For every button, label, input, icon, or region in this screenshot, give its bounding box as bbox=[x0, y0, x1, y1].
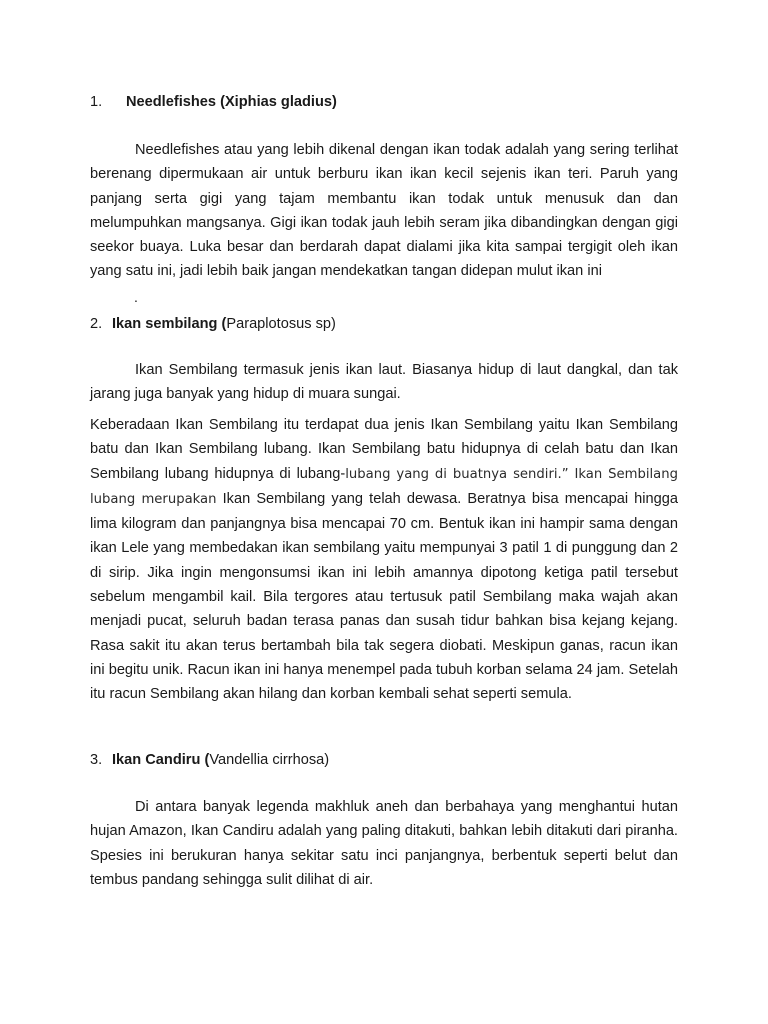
section-2-title-latin: Paraplotosus sp) bbox=[226, 316, 336, 332]
section-3-paragraph-1 bbox=[90, 795, 678, 892]
section-1-heading bbox=[90, 92, 690, 112]
section-3-number: 3. bbox=[90, 752, 103, 768]
section-2-number: 2. bbox=[90, 316, 103, 332]
section-2-paragraph-2-text-c: Ikan Sembilang yang telah dewasa. Beratnya bisa mencapai hingga lima kilogram dan panjangnya bisa mencapai 70 cm. Bentuk ikan ini hampir sama dengan ikan Lele yang membedakan ikan sembilang yaitu mempunyai 3 patil 1 di punggung dan 2 di sirip. Jika ingin mengonsumsi ikan ini lebih amannya dipotong ketiga patil tersebut sebelum mengambil kail. Bila tergores atau tertusuk patil Sembilang maka wajah akan menjadi pucat, seluruh badan terasa panas dan susah tidur bahkan bisa kejang kejang. Rasa sakit itu akan terus bertambah bila tak segera diobati. Meskipun ganas, racun ikan ini begitu unik. Racun ikan ini hanya menempel pada tubuh korban selama 24 jam. Setelah itu racun Sembilang akan hilang dan korban kembali sehat seperti semula. bbox=[90, 490, 678, 703]
section-3-title: Ikan Candiru ( bbox=[112, 752, 210, 768]
section-2-paragraph-1-text: Ikan Sembilang termasuk jenis ikan laut. Biasanya hidup di laut dangkal, dan tak jarang juga banyak yang hidup di muara sungai. bbox=[90, 362, 678, 403]
section-2-paragraph-1 bbox=[90, 358, 678, 407]
section-2-title: Ikan sembilang ( bbox=[112, 316, 227, 332]
section-3-title-latin: Vandellia cirrhosa) bbox=[209, 752, 330, 768]
section-1-paragraph-1 bbox=[90, 138, 678, 284]
section-2-paragraph-2-text-a: Keberadaan Ikan Sembilang itu terdapat dua jenis Ikan Sembilang yaitu Ikan Sembilang batu dan Ikan Sembilang lubang. Ikan Sembilang batu hidupnya di celah batu dan Ikan Sembilang lubang hidupnya di lubang- bbox=[90, 417, 678, 482]
section-2-heading bbox=[90, 314, 690, 334]
section-1-paragraph-1-text: Needlefishes atau yang lebih dikenal dengan ikan todak adalah yang sering terlihat berenang dipermukaan air untuk berburu ikan ikan kecil sejenis ikan teri. Paruh yang panjang serta gigi yang tajam membantu ikan todak untuk menusuk dan dan melumpuhkan mangsanya. Gigi ikan todak jauh lebih seram jika dibandingkan dengan gigi seekor buaya. Luka besar dan berdarah dapat dialami jika kita sampai tergigit oleh ikan yang satu ini, jadi lebih baik jangan mendekatkan tangan didepan mulut ikan ini bbox=[90, 142, 678, 280]
section-2-paragraph-2 bbox=[90, 413, 678, 707]
section-2-paragraph-2-text-b: lubang yang di buatnya sendiri.” Ikan Sembilang lubang merupakan bbox=[90, 466, 678, 507]
section-3-heading bbox=[90, 750, 690, 770]
section-1-trailing-mark: . bbox=[134, 289, 138, 305]
section-1-title: Needlefishes (Xiphias gladius) bbox=[126, 94, 337, 110]
section-1-number: 1. bbox=[90, 94, 103, 110]
section-3-paragraph-1-text: Di antara banyak legenda makhluk aneh dan berbahaya yang menghantui hutan hujan Amazon, Ikan Candiru adalah yang paling ditakuti, bahkan lebih ditakuti dari piranha. Spesies ini berukuran hanya sekitar satu inci panjangnya, berbentuk seperti belut dan tembus pandang sehingga sulit dilihat di air. bbox=[90, 799, 678, 888]
